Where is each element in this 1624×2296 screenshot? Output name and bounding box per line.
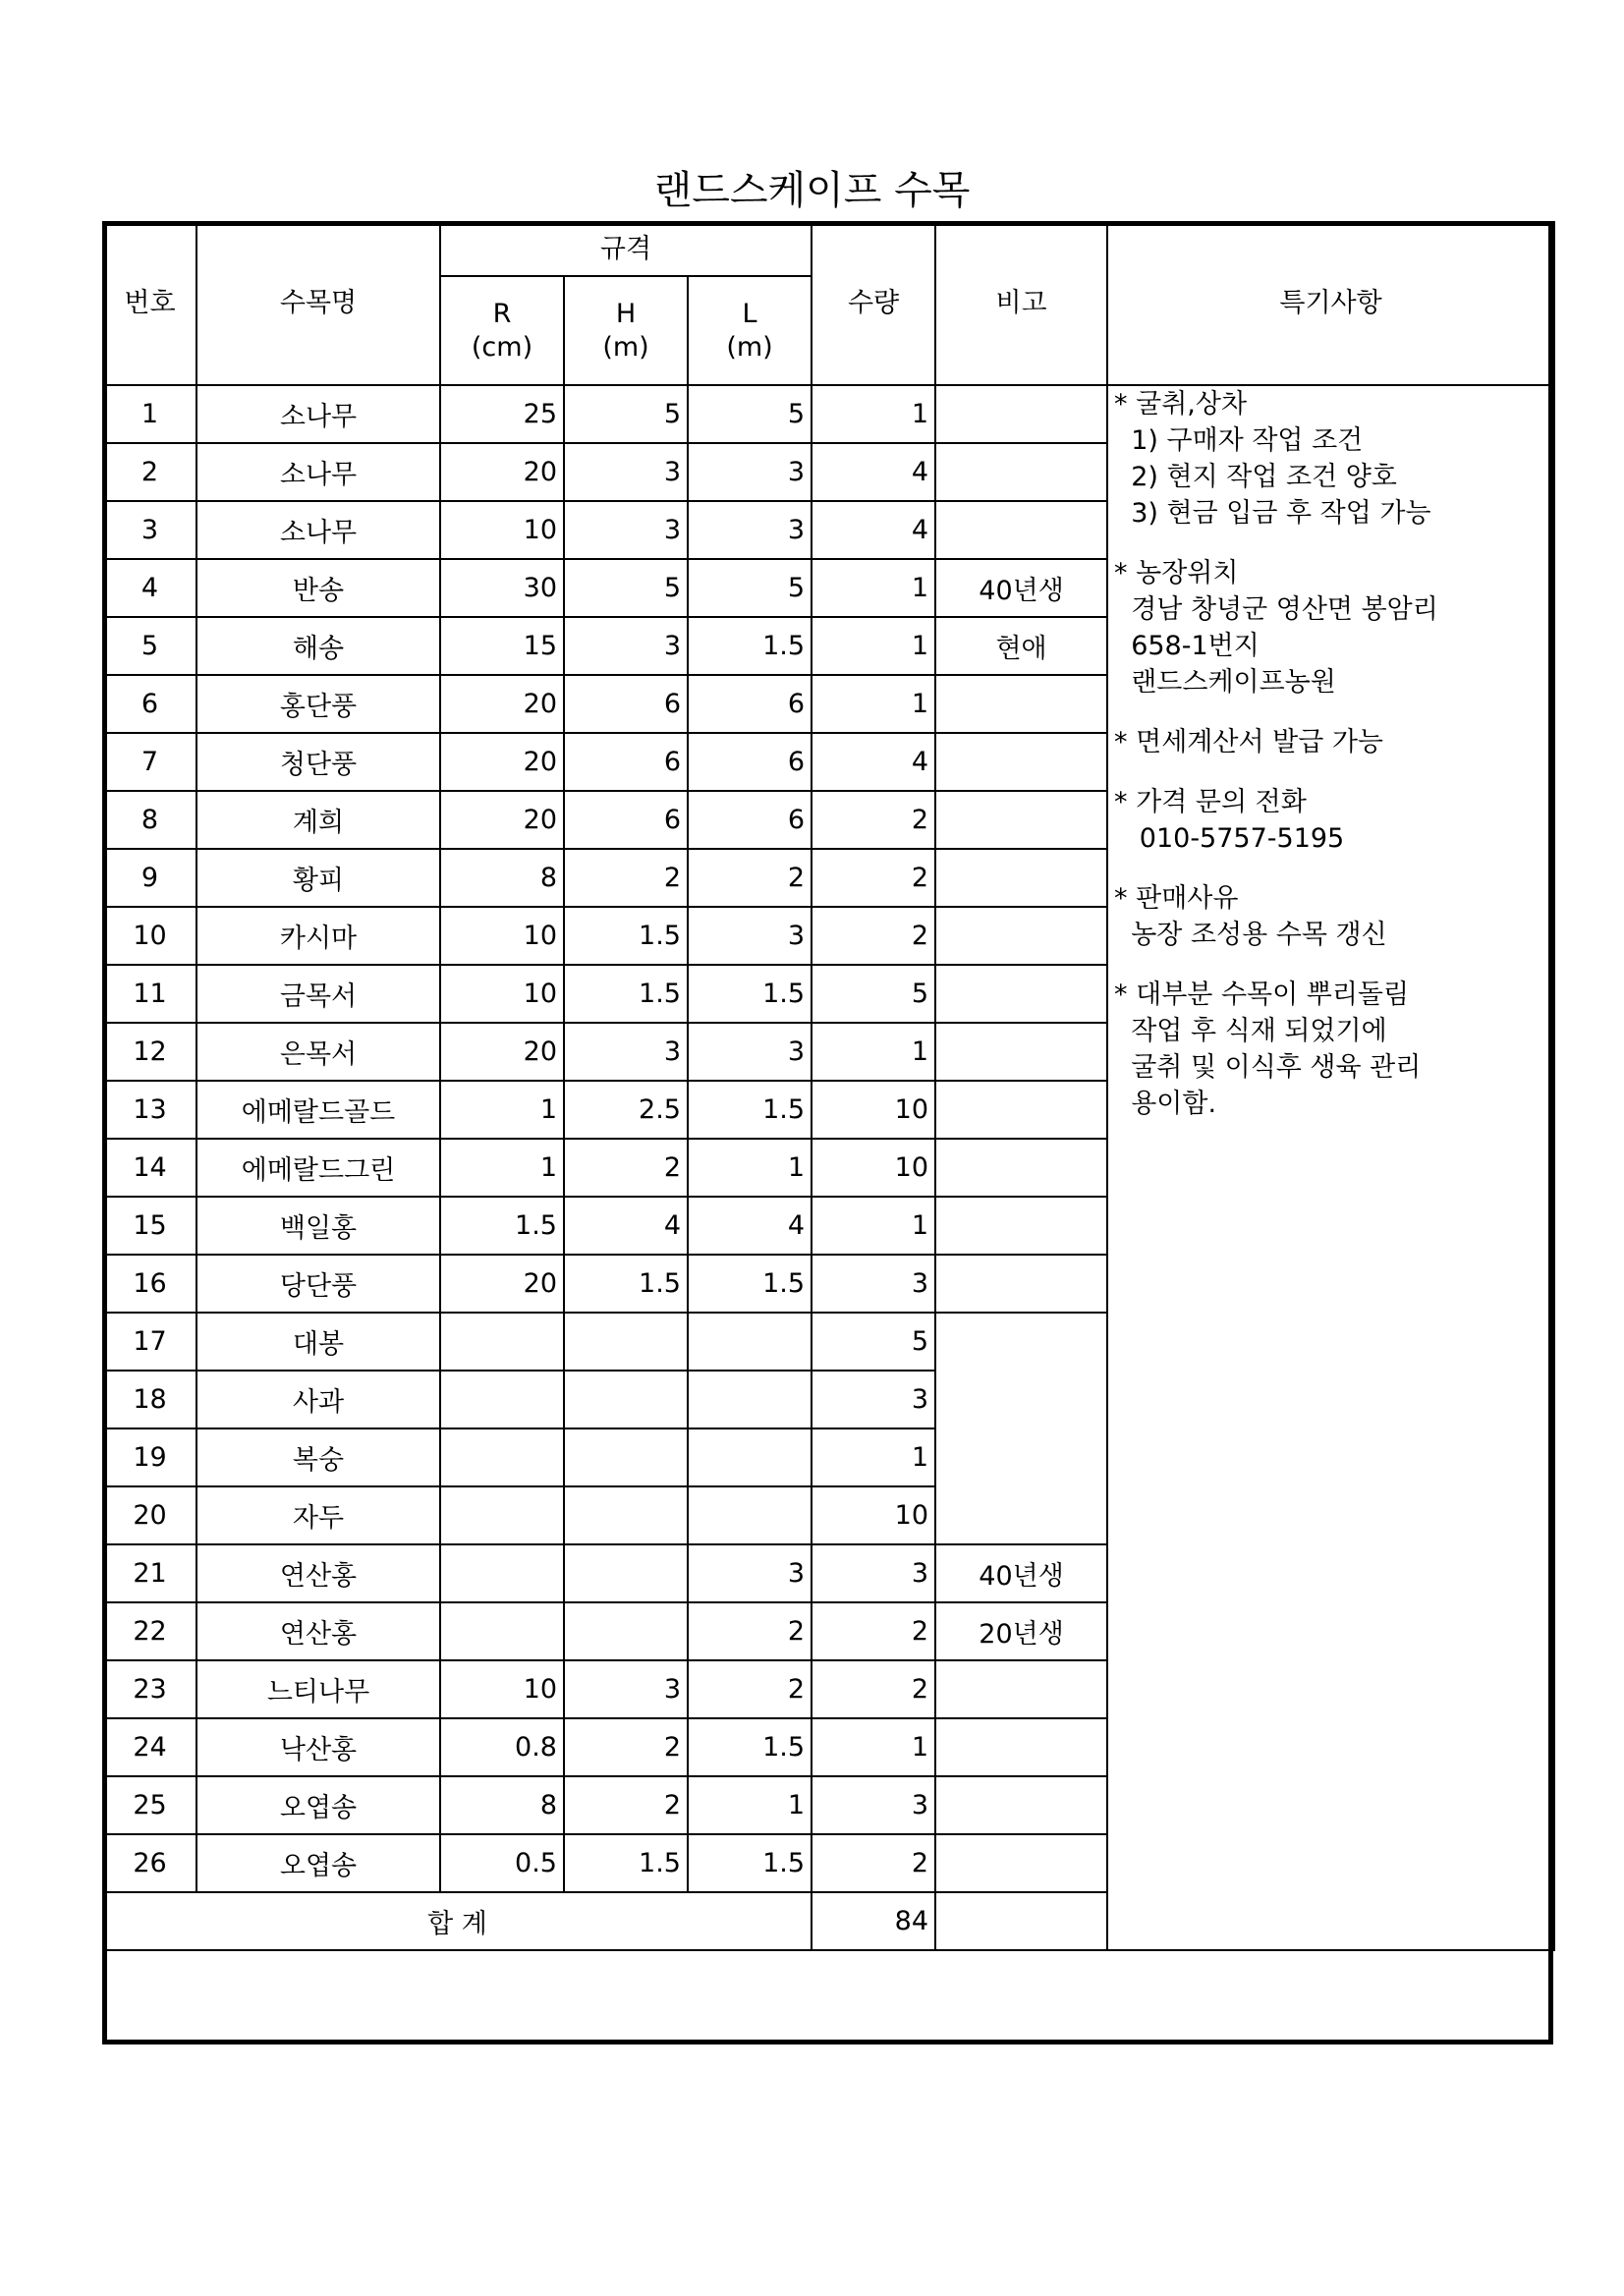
spec-l: 3 [688,907,812,965]
quantity: 5 [812,1313,935,1371]
row-number: 6 [103,675,196,733]
row-number: 18 [103,1371,196,1428]
spec-r: 20 [440,443,564,501]
total-label: 합 계 [103,1892,812,1950]
spec-h [564,1602,688,1660]
header-r-unit: (cm) [471,331,533,363]
spec-r: 1 [440,1081,564,1139]
spec-l: 5 [688,385,812,443]
header-l [688,276,812,385]
header-no: 번호 [103,222,196,385]
spec-r: 10 [440,965,564,1023]
row-number: 23 [103,1660,196,1718]
note-line: 1) 구매자 작업 조건 [1114,425,1364,456]
remark: 20년생 [935,1602,1107,1660]
spec-r [440,1544,564,1602]
row-number: 20 [103,1486,196,1544]
row-number: 1 [103,385,196,443]
tree-name: 금목서 [196,965,440,1023]
tree-name: 소나무 [196,443,440,501]
spec-h: 1.5 [564,1834,688,1892]
tree-name: 대봉 [196,1313,440,1371]
header-h-unit: (m) [602,331,649,363]
spec-h: 6 [564,675,688,733]
row-number: 24 [103,1718,196,1776]
header-notes: 특기사항 [1107,222,1554,385]
quantity: 1 [812,675,935,733]
quantity: 1 [812,559,935,617]
spec-h: 2 [564,1718,688,1776]
header-h-label: H [615,298,637,329]
spec-h: 3 [564,1660,688,1718]
header-l-unit: (m) [726,331,773,363]
spec-l: 1 [688,1139,812,1197]
spec-l: 1.5 [688,1081,812,1139]
spec-r [440,1428,564,1486]
spec-h: 3 [564,443,688,501]
spec-r: 0.5 [440,1834,564,1892]
spec-l [688,1428,812,1486]
spec-r: 8 [440,849,564,907]
row-number: 3 [103,501,196,559]
note-line: 농장 조성용 수목 갱신 [1114,920,1387,950]
quantity: 1 [812,1023,935,1081]
header-spec: 규격 [440,222,812,276]
note-block [1114,555,1547,700]
spec-l [688,1486,812,1544]
spec-l: 1.5 [688,1255,812,1313]
spec-h: 1.5 [564,1255,688,1313]
note-line: * 면세계산서 발급 가능 [1114,727,1384,757]
row-number: 25 [103,1776,196,1834]
spec-r: 10 [440,1660,564,1718]
spec-h: 2.5 [564,1081,688,1139]
spec-l: 6 [688,791,812,849]
spec-r: 15 [440,617,564,675]
spec-l: 6 [688,733,812,791]
spec-h: 2 [564,1776,688,1834]
row-number: 21 [103,1544,196,1602]
header-qty: 수량 [812,222,935,385]
remark [935,1197,1107,1255]
spec-h: 1.5 [564,907,688,965]
tree-name: 홍단풍 [196,675,440,733]
tree-name: 에메랄드그린 [196,1139,440,1197]
row-number: 19 [103,1428,196,1486]
header-remark: 비고 [935,222,1107,385]
remark [935,1139,1107,1197]
note-block [1114,977,1547,1122]
row-number: 2 [103,443,196,501]
remark [935,1660,1107,1718]
total-remark [935,1892,1107,1950]
quantity: 4 [812,443,935,501]
spec-r: 8 [440,1776,564,1834]
spec-r [440,1371,564,1428]
total-quantity: 84 [812,1892,935,1950]
remark [935,1081,1107,1139]
quantity: 2 [812,907,935,965]
remark [935,1834,1107,1892]
remark [935,1313,1107,1544]
tree-name: 연산홍 [196,1602,440,1660]
table-row [103,385,1554,443]
spec-l: 1.5 [688,1718,812,1776]
note-line: 010-5757-5195 [1114,823,1345,854]
spec-l [688,1313,812,1371]
spec-h [564,1544,688,1602]
quantity: 3 [812,1544,935,1602]
note-line: 2) 현지 작업 조건 양호 [1114,462,1397,492]
tree-name: 사과 [196,1371,440,1428]
quantity: 2 [812,1834,935,1892]
tree-name: 오엽송 [196,1776,440,1834]
quantity: 3 [812,1255,935,1313]
header-row-1 [103,222,1554,276]
tree-name: 황피 [196,849,440,907]
remark [935,501,1107,559]
spec-r: 30 [440,559,564,617]
note-line: 용이함. [1114,1089,1217,1119]
spec-h: 6 [564,791,688,849]
remark [935,1776,1107,1834]
header-r-label: R [492,298,512,329]
spec-r: 10 [440,907,564,965]
quantity: 5 [812,965,935,1023]
spec-l: 3 [688,443,812,501]
remark [935,1255,1107,1313]
row-number: 5 [103,617,196,675]
spec-h: 3 [564,501,688,559]
row-number: 7 [103,733,196,791]
spec-r: 20 [440,791,564,849]
remark: 40년생 [935,1544,1107,1602]
spec-r [440,1486,564,1544]
tree-inventory-table [102,221,1555,1951]
spec-r: 20 [440,675,564,733]
row-number: 12 [103,1023,196,1081]
spec-r: 20 [440,1023,564,1081]
quantity: 10 [812,1486,935,1544]
tree-name: 청단풍 [196,733,440,791]
quantity: 1 [812,1197,935,1255]
header-r [440,276,564,385]
spec-h: 4 [564,1197,688,1255]
spec-r: 0.8 [440,1718,564,1776]
spec-r: 20 [440,733,564,791]
row-number: 9 [103,849,196,907]
remark [935,443,1107,501]
tree-name: 소나무 [196,501,440,559]
tree-name: 백일홍 [196,1197,440,1255]
spec-l: 1.5 [688,965,812,1023]
spec-h: 3 [564,617,688,675]
row-number: 16 [103,1255,196,1313]
quantity: 1 [812,1428,935,1486]
spec-l: 1.5 [688,1834,812,1892]
quantity: 1 [812,617,935,675]
note-block [1114,724,1547,760]
remark [935,733,1107,791]
spec-l: 3 [688,1544,812,1602]
spec-l: 2 [688,1660,812,1718]
note-line: 랜드스케이프농원 [1114,667,1336,698]
tree-name: 오엽송 [196,1834,440,1892]
remark [935,385,1107,443]
tree-name: 자두 [196,1486,440,1544]
tree-name: 에메랄드골드 [196,1081,440,1139]
quantity: 3 [812,1776,935,1834]
row-number: 8 [103,791,196,849]
quantity: 10 [812,1139,935,1197]
spec-r: 20 [440,1255,564,1313]
note-line: * 대부분 수목이 뿌리돌림 [1114,980,1410,1010]
note-line: 경남 창녕군 영산면 봉암리 [1114,594,1438,625]
row-number: 13 [103,1081,196,1139]
page-title: 랜드스케이프 수목 [653,168,971,213]
tree-name: 해송 [196,617,440,675]
quantity: 3 [812,1371,935,1428]
header-l-label: L [742,298,757,329]
tree-name: 소나무 [196,385,440,443]
spec-h [564,1313,688,1371]
quantity: 10 [812,1081,935,1139]
note-block [1114,386,1547,532]
row-number: 14 [103,1139,196,1197]
note-line: * 농장위치 [1114,558,1239,588]
remark [935,849,1107,907]
remark [935,907,1107,965]
remark [935,1718,1107,1776]
header-name: 수목명 [196,222,440,385]
row-number: 22 [103,1602,196,1660]
tree-name: 연산홍 [196,1544,440,1602]
remark [935,965,1107,1023]
quantity: 2 [812,1660,935,1718]
quantity: 1 [812,385,935,443]
spec-h [564,1486,688,1544]
row-number: 17 [103,1313,196,1371]
row-number: 15 [103,1197,196,1255]
remark [935,675,1107,733]
note-line: * 가격 문의 전화 [1114,787,1307,817]
tree-name: 느티나무 [196,1660,440,1718]
tree-name: 계희 [196,791,440,849]
spec-r [440,1313,564,1371]
row-number: 4 [103,559,196,617]
quantity: 1 [812,1718,935,1776]
spec-r: 1.5 [440,1197,564,1255]
row-number: 26 [103,1834,196,1892]
spec-l: 3 [688,1023,812,1081]
spec-l: 4 [688,1197,812,1255]
spec-h [564,1371,688,1428]
spec-l: 2 [688,849,812,907]
quantity: 4 [812,501,935,559]
row-number: 10 [103,907,196,965]
tree-name: 반송 [196,559,440,617]
spec-h: 3 [564,1023,688,1081]
quantity: 2 [812,791,935,849]
note-line: * 굴취,상차 [1114,389,1248,420]
spec-r: 10 [440,501,564,559]
spec-r: 25 [440,385,564,443]
tree-name: 복숭 [196,1428,440,1486]
remark: 현애 [935,617,1107,675]
tree-name: 당단풍 [196,1255,440,1313]
spec-h [564,1428,688,1486]
quantity: 2 [812,1602,935,1660]
spec-l [688,1371,812,1428]
row-number: 11 [103,965,196,1023]
note-block [1114,880,1547,953]
spec-r: 1 [440,1139,564,1197]
note-line: 3) 현금 입금 후 작업 가능 [1114,498,1431,529]
remark: 40년생 [935,559,1107,617]
spec-l: 1.5 [688,617,812,675]
tree-name: 카시마 [196,907,440,965]
note-line: * 판매사유 [1114,883,1239,914]
spec-l: 3 [688,501,812,559]
spec-l: 6 [688,675,812,733]
note-block [1114,784,1547,857]
spec-r [440,1602,564,1660]
quantity: 4 [812,733,935,791]
remark [935,1023,1107,1081]
remark [935,791,1107,849]
spec-h: 6 [564,733,688,791]
spec-l: 1 [688,1776,812,1834]
note-line: 658-1번지 [1114,631,1260,661]
tree-name: 은목서 [196,1023,440,1081]
spec-h: 1.5 [564,965,688,1023]
note-line: 굴취 및 이식후 생육 관리 [1114,1052,1422,1083]
spec-h: 2 [564,849,688,907]
tree-name: 낙산홍 [196,1718,440,1776]
header-h [564,276,688,385]
spec-h: 5 [564,385,688,443]
quantity: 2 [812,849,935,907]
spec-h: 2 [564,1139,688,1197]
spec-h: 5 [564,559,688,617]
note-line: 작업 후 식재 되었기에 [1114,1016,1387,1046]
spec-l: 5 [688,559,812,617]
special-notes [1107,385,1554,1950]
spec-l: 2 [688,1602,812,1660]
